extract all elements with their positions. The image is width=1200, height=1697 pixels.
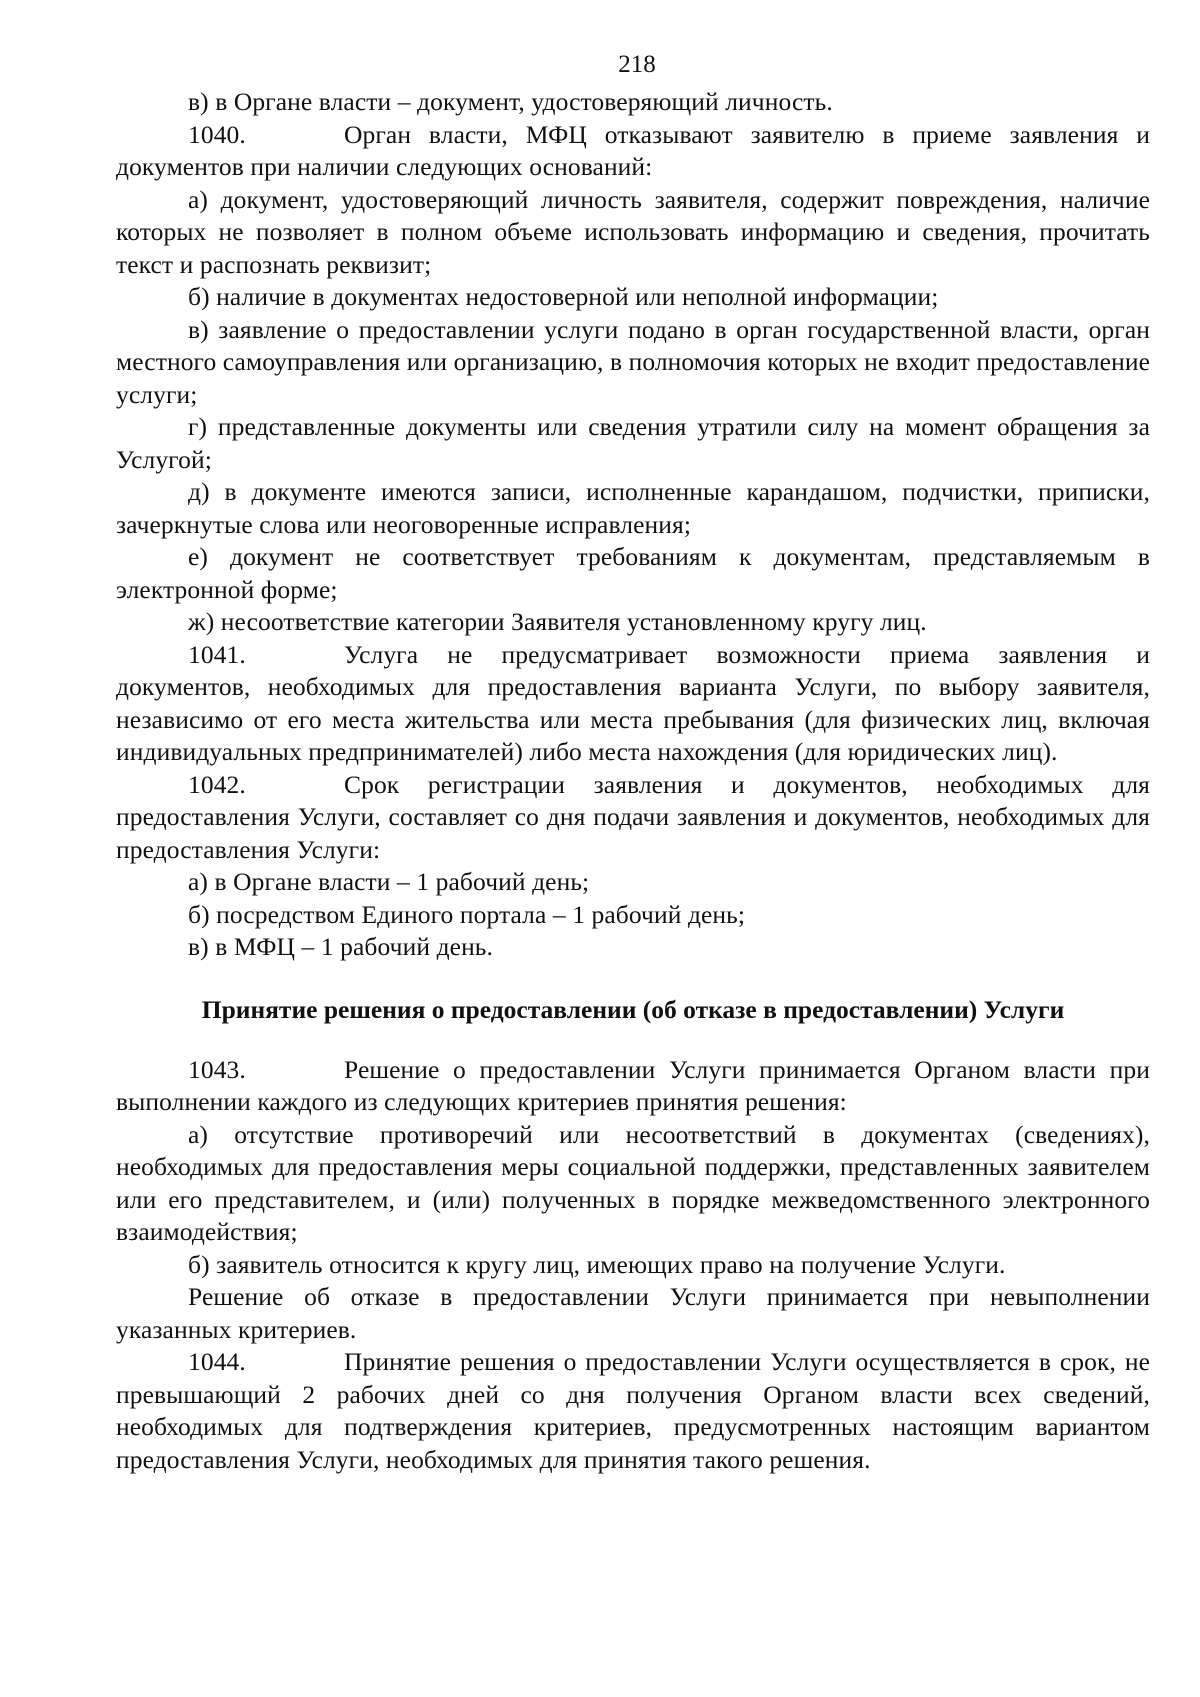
paragraph [116,1249,1150,1282]
paragraph [116,1119,1150,1249]
paragraph [116,411,1150,476]
paragraph-text: б) наличие в документах недостоверной или неполной информации; [188,282,939,311]
paragraph-text: б) заявитель относится к кругу лиц, имеющих право на получение Услуги. [188,1249,1006,1279]
paragraph-text: Решение об отказе в предоставлении Услуги принимается при невыполнении указанных критериев. [116,1282,1150,1344]
paragraph-text: а) в Органе власти – 1 рабочий день; [188,867,590,896]
paragraph [116,119,1150,184]
paragraph [116,1346,1150,1476]
paragraph [116,281,1150,314]
paragraph-text: Решение о предоставлении Услуги принимается Органом власти при выполнении каждого из следующих критериев принятия решения: [116,1054,1150,1116]
paragraph [116,541,1150,606]
paragraph-text: Срок регистрации заявления и документов, необходимых для предоставления Услуги, составляет со дня подачи заявления и документов, необходимых для предоставления Услуги: [116,769,1150,864]
paragraph [116,866,1150,899]
paragraph [116,639,1150,769]
paragraph-text: ж) несоответствие категории Заявителя установленному кругу лиц. [188,607,927,636]
paragraph-text: а) документ, удостоверяющий личность заявителя, содержит повреждения, наличие которых не позволяет в полном объеме использовать информацию и сведения, прочитать текст и распознать реквизит; [116,184,1150,279]
paragraph [116,476,1150,541]
clause-number: 1044. [188,1347,246,1376]
paragraph [116,314,1150,412]
paragraph [116,769,1150,867]
clause-number: 1043. [188,1054,246,1084]
section-before [116,86,1150,964]
clause-number: 1042. [188,769,246,799]
clause-number: 1041. [188,639,246,669]
paragraph [116,931,1150,964]
paragraph [116,1054,1150,1119]
paragraph-text: б) посредством Единого портала – 1 рабочий день; [188,899,746,929]
paragraph [116,1281,1150,1346]
paragraph [116,606,1150,639]
paragraph [116,86,1150,119]
paragraph-text: Услуга не предусматривает возможности приема заявления и документов, необходимых для предоставления варианта Услуги, по выбору заявителя, независимо от его места жительства или места пребывания (для физических лиц, включая индивидуальных предпринимателей) либо места нахождения (для юридических лиц). [116,639,1150,766]
paragraph-text: Принятие решения о предоставлении Услуги осуществляется в срок, не превышающий 2 рабочих дней со дня получения Органом власти всех сведений, необходимых для подтверждения критериев, предусмотренных настоящим вариантом предоставления Услуги, необходимых для принятия такого решения. [116,1347,1150,1474]
paragraph-text: е) документ не соответствует требованиям к документам, представляемым в электронной форме; [116,542,1150,604]
clause-number: 1040. [188,119,246,149]
paragraph-text: в) в МФЦ – 1 рабочий день. [188,932,494,961]
paragraph-text: в) заявление о предоставлении услуги подано в орган государственной власти, орган местного самоуправления или организацию, в полномочия которых не входит предоставление услуги; [116,314,1150,409]
paragraph-text: д) в документе имеются записи, исполненные карандашом, подчистки, приписки, зачеркнутые слова или неоговоренные исправления; [116,477,1150,539]
paragraph [116,899,1150,932]
paragraph [116,184,1150,282]
paragraph-text: а) отсутствие противоречий или несоответствий в документах (сведениях), необходимых для предоставления меры социальной поддержки, представленных заявителем или его представителем, и (или) полученных в порядке межведомственного электронного взаимодействия; [116,1119,1150,1246]
page-number: 218 [618,51,656,78]
paragraph-text: г) представленные документы или сведения утратили силу на момент обращения за Услугой; [116,412,1150,474]
paragraph-text: Орган власти, МФЦ отказывают заявителю в приеме заявления и документов при наличии следующих оснований: [116,119,1150,181]
section-after [116,1054,1150,1477]
section-heading: Принятие решения о предоставлении (об отказе в предоставлении) Услуги [201,994,1065,1024]
paragraph-text: в) в Органе власти – документ, удостоверяющий личность. [188,87,833,116]
